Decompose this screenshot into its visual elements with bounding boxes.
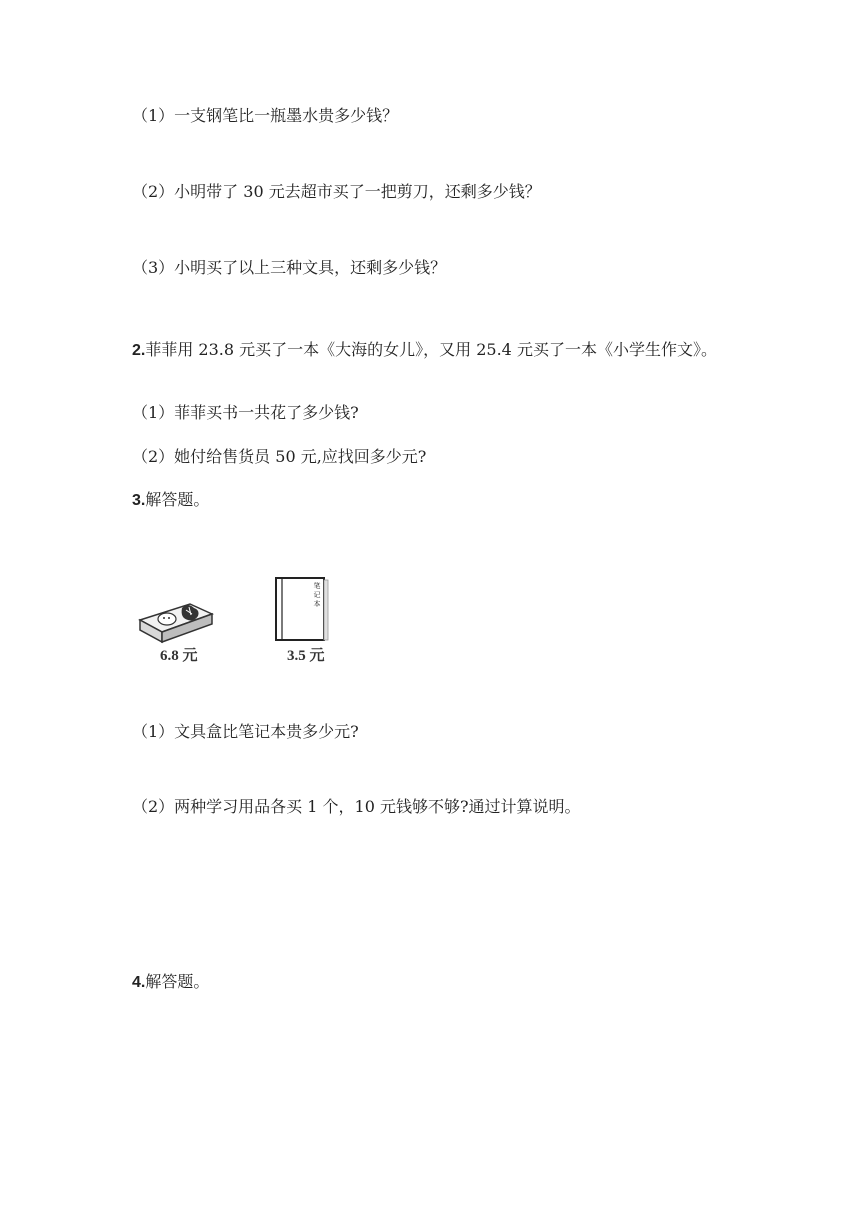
q1-sub3: （3）小明买了以上三种文具，还剩多少钱？ [132,258,447,277]
q3-stem-block [132,488,209,513]
q2-stem-block [132,338,732,363]
q1-sub1: （1）一支钢笔比一瓶墨水贵多少钱？ [132,106,399,125]
pencil-box-icon [134,598,216,646]
q3-stem: 解答题。 [145,490,210,509]
q3-sub2: （2）两种学习用品各买 1 个，10 元钱够不够?通过计算说明。 [132,797,581,816]
q4-stem-block [132,970,209,995]
notebook-cover-text: 笔 记 本 [313,582,321,608]
q2-stem: 菲菲用 23.8 元买了一本《大海的女儿》，又用 25.4 元买了一本《小学生作文》。 [145,340,717,359]
q3-number: 3. [132,492,146,509]
q4-stem: 解答题。 [145,972,210,991]
q1-sub2: （2）小明带了 30 元去超市买了一把剪刀，还剩多少钱？ [132,182,541,201]
q3-sub1: （1）文具盒比笔记本贵多少元? [132,722,359,741]
pencil-box-price: 6.8 元 [160,648,198,664]
q4-number: 4. [132,974,146,991]
notebook-price: 3.5 元 [287,648,325,664]
q2-sub1: （1）菲菲买书一共花了多少钱? [132,403,359,422]
q2-sub2: （2）她付给售货员 50 元,应找回多少元? [132,447,427,466]
q2-number: 2. [132,342,146,359]
